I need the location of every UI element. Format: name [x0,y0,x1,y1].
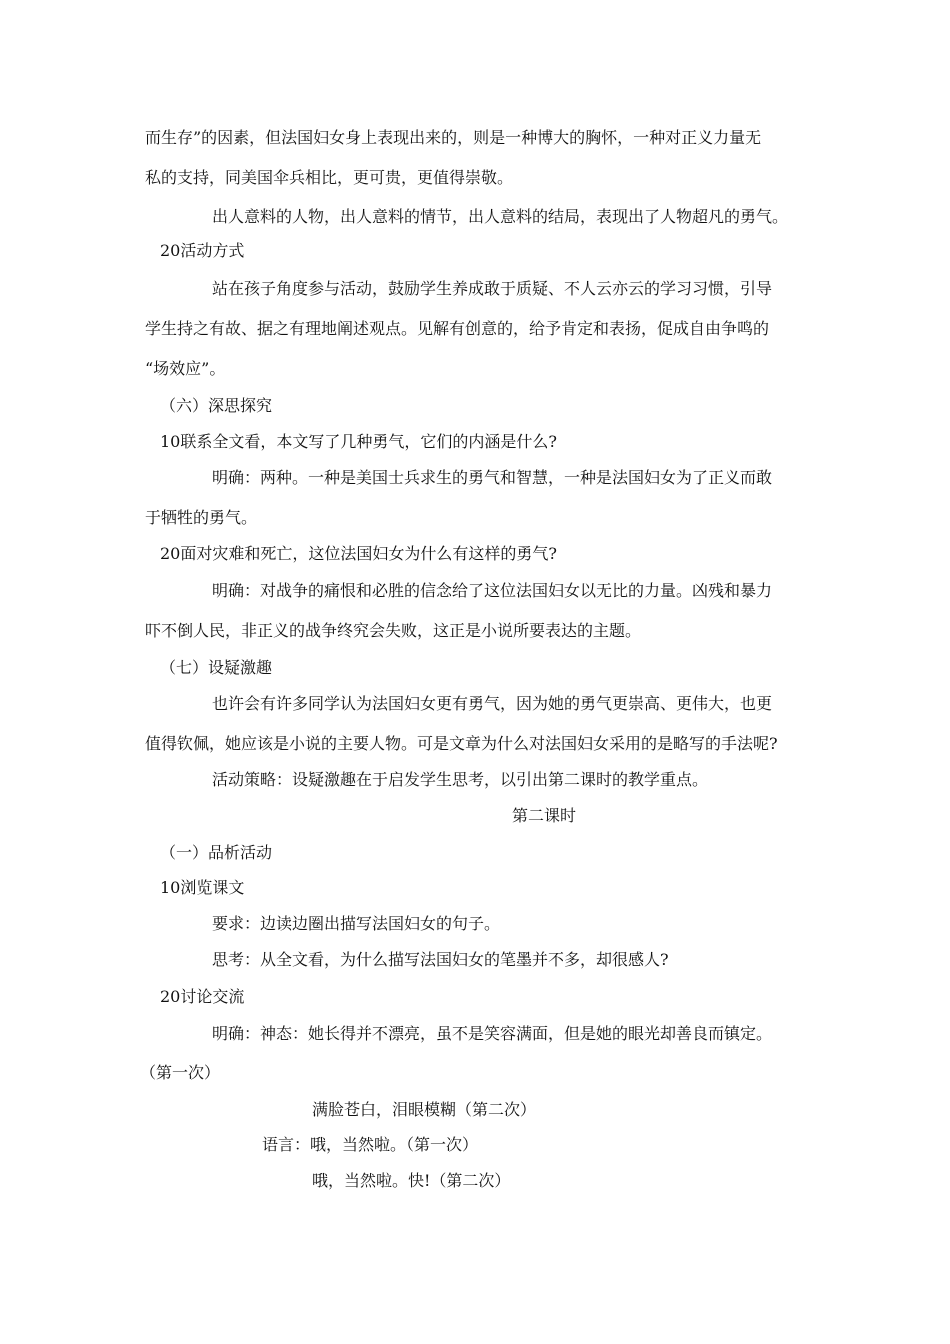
section-heading: （一）品析活动 [160,843,273,862]
section-heading: （六）深思探究 [160,396,273,415]
paragraph-line: 思考：从全文看，为什么描写法国妇女的笔墨并不多，却很感人? [212,950,669,969]
paragraph-line: 而生存”的因素，但法国妇女身上表现出来的，则是一种博大的胸怀，一种对正义力量无 [145,128,762,147]
paragraph-line: 站在孩子角度参与活动，鼓励学生养成敢于质疑、不人云亦云的学习习惯，引导 [212,279,773,298]
paragraph-line: 私的支持，同美国伞兵相比，更可贵，更值得崇敬。 [145,168,514,187]
question-line: 20面对灾难和死亡，这位法国妇女为什么有这样的勇气? [160,544,557,563]
paragraph-line: 吓不倒人民，非正义的战争终究会失败，这正是小说所要表达的主题。 [145,621,642,640]
section-heading: 20活动方式 [160,241,245,260]
indented-line: 满脸苍白，泪眼模糊（第二次） [312,1100,537,1119]
paragraph-line: “场效应”。 [145,359,226,378]
step-heading: 20讨论交流 [160,987,245,1006]
question-line: 10联系全文看，本文写了几种勇气，它们的内涵是什么? [160,432,557,451]
paragraph-line: 值得钦佩，她应该是小说的主要人物。可是文章为什么对法国妇女采用的是略写的手法呢? [145,734,778,753]
paragraph-line: 明确：对战争的痛恨和必胜的信念给了这位法国妇女以无比的力量。凶残和暴力 [212,581,773,600]
paragraph-line: 学生持之有故、据之有理地阐述观点。见解有创意的，给予肯定和表扬，促成自由争鸣的 [145,319,770,338]
paragraph-line: 也许会有许多同学认为法国妇女更有勇气，因为她的勇气更崇高、更伟大，也更 [212,694,773,713]
step-heading: 10浏览课文 [160,878,245,897]
paragraph-line: （第一次） [140,1063,221,1082]
section-heading: （七）设疑激趣 [160,658,273,677]
indented-line: 哦，当然啦。快!（第二次） [312,1171,511,1190]
paragraph-line: 明确：神态：她长得并不漂亮，虽不是笑容满面，但是她的眼光却善良而镇定。 [212,1024,773,1043]
lesson-title: 第二课时 [512,806,577,825]
paragraph-line: 活动策略：设疑激趣在于启发学生思考，以引出第二课时的教学重点。 [212,770,709,789]
indented-line: 语言：哦，当然啦。（第一次） [262,1135,479,1154]
paragraph-line: 于牺牲的勇气。 [145,508,258,527]
paragraph-line: 要求：边读边圈出描写法国妇女的句子。 [212,914,501,933]
paragraph-line: 明确：两种。一种是美国士兵求生的勇气和智慧，一种是法国妇女为了正义而敢 [212,468,773,487]
paragraph-line: 出人意料的人物，出人意料的情节，出人意料的结局，表现出了人物超凡的勇气。 [212,207,789,226]
